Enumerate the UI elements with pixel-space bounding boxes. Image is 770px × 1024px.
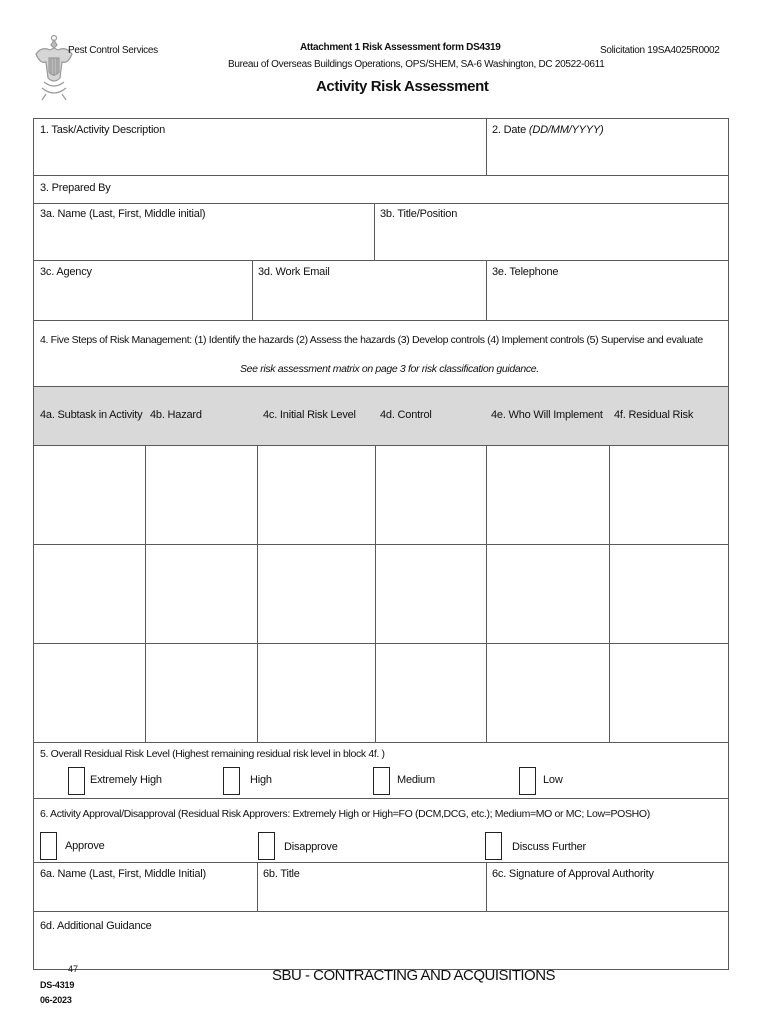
date-label-prefix: 2. Date xyxy=(492,124,529,136)
work-email-label: 3d. Work Email xyxy=(258,266,330,278)
approver-title-field[interactable] xyxy=(258,882,485,910)
agency-label: 3c. Agency xyxy=(40,266,92,278)
preparer-name-field[interactable] xyxy=(34,222,373,259)
approver-name-field[interactable] xyxy=(34,882,256,910)
extremely-high-label: Extremely High xyxy=(90,774,162,786)
approver-name-label: 6a. Name (Last, First, Middle Initial) xyxy=(40,868,207,880)
disapprove-checkbox[interactable] xyxy=(258,832,275,860)
form-revision-date: 06-2023 xyxy=(40,995,72,1005)
discuss-further-label: Discuss Further xyxy=(512,841,587,853)
approver-title-label: 6b. Title xyxy=(263,868,300,880)
extremely-high-checkbox[interactable] xyxy=(68,767,85,795)
high-label: High xyxy=(250,774,272,786)
additional-guidance-field[interactable] xyxy=(34,934,727,968)
work-email-field[interactable] xyxy=(253,280,485,319)
medium-checkbox[interactable] xyxy=(373,767,390,795)
column-header-hazard: 4b. Hazard xyxy=(150,409,202,421)
disapprove-label: Disapprove xyxy=(284,841,338,853)
preparer-name-label: 3a. Name (Last, First, Middle initial) xyxy=(40,208,206,220)
date-label xyxy=(492,124,604,136)
approve-label: Approve xyxy=(65,840,105,852)
telephone-field[interactable] xyxy=(487,280,727,319)
low-label: Low xyxy=(543,774,563,786)
high-checkbox[interactable] xyxy=(223,767,240,795)
column-header-residual-risk: 4f. Residual Risk xyxy=(614,409,694,421)
additional-guidance-label: 6d. Additional Guidance xyxy=(40,920,152,932)
approve-checkbox[interactable] xyxy=(40,832,57,860)
column-header-subtask: 4a. Subtask in Activity xyxy=(40,409,143,421)
solicitation-number: Solicitation 19SA4025R0002 xyxy=(600,45,720,56)
column-header-initial-risk: 4c. Initial Risk Level xyxy=(263,409,356,421)
telephone-label: 3e. Telephone xyxy=(492,266,559,278)
discuss-further-checkbox[interactable] xyxy=(485,832,502,860)
table-row[interactable] xyxy=(34,644,728,741)
task-description-field[interactable] xyxy=(34,138,485,174)
page-number: 47 xyxy=(68,964,79,974)
approver-signature-label: 6c. Signature of Approval Authority xyxy=(492,868,654,880)
task-description-label: 1. Task/Activity Description xyxy=(40,124,166,136)
bureau-address: Bureau of Overseas Buildings Operations, OPS/SHEM, SA-6 Washington, DC 20522-0611 xyxy=(228,59,605,70)
risk-matrix-note: See risk assessment matrix on page 3 for risk classification guidance. xyxy=(240,363,539,375)
approver-signature-field[interactable] xyxy=(487,882,727,910)
table-row[interactable] xyxy=(34,545,728,642)
org-label: Pest Control Services xyxy=(68,45,158,56)
risk-management-steps: 4. Five Steps of Risk Management: (1) Identify the hazards (2) Assess the hazards (3) Develop controls (4) Implement controls (5) Supervise and evaluate xyxy=(40,334,703,346)
table-row[interactable] xyxy=(34,446,728,543)
residual-risk-label: 5. Overall Residual Risk Level (Highest remaining residual risk level in block 4f. ) xyxy=(40,748,385,760)
page-title: Activity Risk Assessment xyxy=(316,78,489,95)
attachment-title: Attachment 1 Risk Assessment form DS4319 xyxy=(300,42,501,53)
medium-label: Medium xyxy=(397,774,435,786)
prepared-by-label: 3. Prepared By xyxy=(40,182,111,194)
date-format-hint: (DD/MM/YYYY) xyxy=(528,124,604,136)
column-header-control: 4d. Control xyxy=(380,409,432,421)
column-header-who-implements: 4e. Who Will Implement xyxy=(491,409,603,421)
preparer-title-field[interactable] xyxy=(375,222,727,259)
form-number: DS-4319 xyxy=(40,980,75,990)
approval-label: 6. Activity Approval/Disapproval (Residual Risk Approvers: Extremely High or High=FO (DCM,DCG, etc.); Medium=MO or MC; Low=POSHO) xyxy=(40,808,650,820)
sbu-banner: SBU - CONTRACTING AND ACQUISITIONS xyxy=(272,967,556,984)
preparer-title-label: 3b. Title/Position xyxy=(380,208,458,220)
date-field[interactable] xyxy=(487,138,727,174)
agency-field[interactable] xyxy=(34,280,251,319)
low-checkbox[interactable] xyxy=(519,767,536,795)
